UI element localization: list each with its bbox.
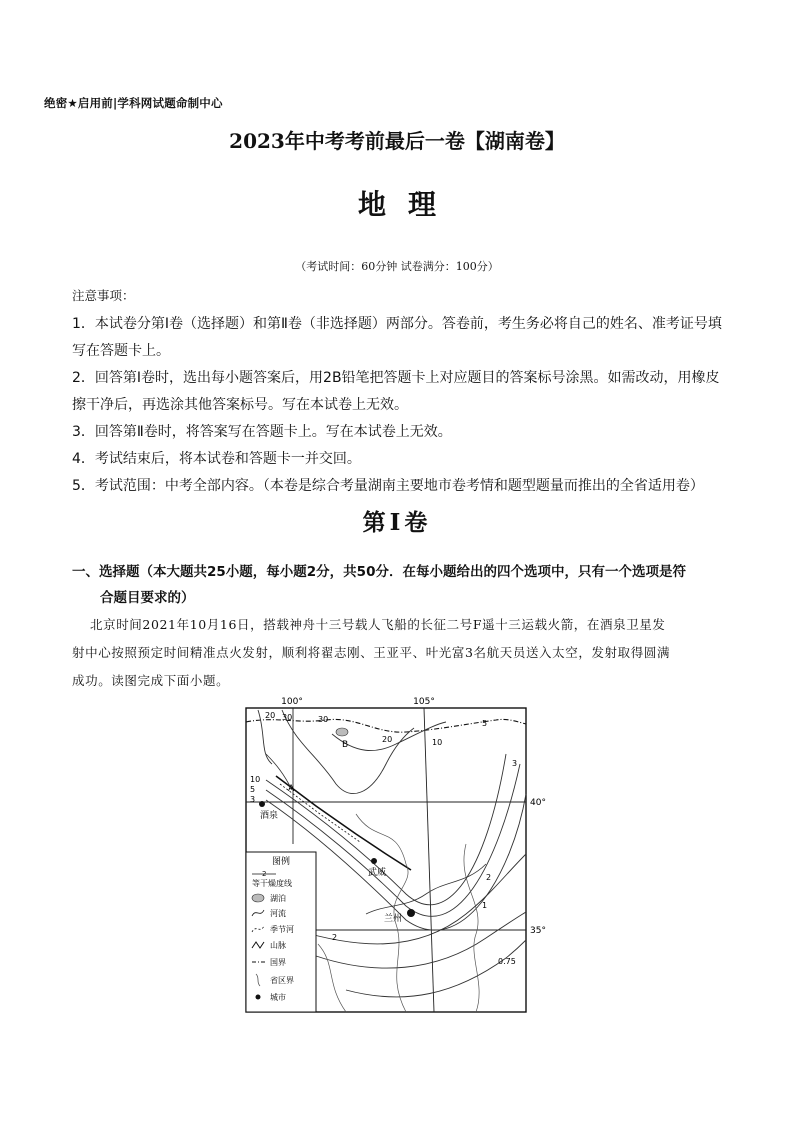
city-dot-lanzhou: [407, 909, 415, 917]
legend-item-mountain: 山脉: [270, 941, 286, 950]
lake: [336, 728, 348, 736]
lon-label-100: 100°: [281, 697, 303, 707]
city-label-wuwei: 武威: [368, 868, 387, 878]
legend-item-river: 河流: [270, 909, 286, 918]
isoline-label-2: 2: [486, 873, 492, 882]
legend-city-symbol: [256, 995, 261, 1000]
legend-item-lake: 湖泊: [270, 894, 286, 903]
section-line-2: 合题目要求的）: [100, 590, 195, 606]
city-label-jiuquan: 酒泉: [260, 811, 279, 821]
passage-line-2: 射中心按照预定时间精准点火发射，顺利将翟志刚、王亚平、叶光富3名航天员送入太空，发射取得圆满: [72, 645, 671, 660]
isoline-label-30-e: 30: [318, 715, 329, 724]
city-dot-jiuquan: [259, 801, 265, 807]
notice-item-5: 5．考试范围：中考全部内容。（本卷是综合考量湖南主要地市卷考情和题型题量而推出的全省适用卷）: [72, 478, 704, 494]
legend-item-isoline: 等干燥度线: [252, 879, 292, 888]
isoline-label-10-n: 10: [432, 738, 443, 747]
notice-heading: 注意事项：: [72, 288, 135, 303]
notice-list: [72, 311, 724, 500]
notice-item-1: 1．本试卷分第Ⅰ卷（选择题）和第Ⅱ卷（非选择题）两部分。答卷前，考生务必将自己的姓名、准考证号填写在答题卡上。: [72, 316, 722, 359]
isoline-label-2-s: 2: [332, 933, 338, 942]
isoline-label-3-n: 3: [512, 759, 518, 768]
isoline-label-0-75: 0.75: [498, 957, 516, 966]
legend-lake-symbol: [252, 894, 264, 902]
isoline-label-1: 1: [482, 901, 488, 910]
exam-time-note: （考试时间：60分钟 试卷满分：100分）: [295, 260, 499, 273]
legend-item-national-border: 国界: [270, 958, 286, 967]
notice-item-2: 2．回答第Ⅰ卷时，选出每小题答案后，用2B铅笔把答题卡上对应题目的答案标号涂黑。如需改动，用橡皮擦干净后，再选涂其他答案标号。写在本试卷上无效。: [72, 370, 720, 413]
notice-item-3: 3．回答第Ⅱ卷时，将答案写在答题卡上。写在本试卷上无效。: [72, 424, 452, 440]
aridity-map: [236, 694, 546, 1014]
lon-label-105: 105°: [413, 697, 435, 707]
passage-line-1: 北京时间2021年10月16日，搭载神舟十三号载人飞船的长征二号F遥十三运载火箭，在酒泉卫星发: [90, 617, 666, 632]
legend-item-seasonal-river: 季节河: [270, 925, 294, 934]
isoline-label-20-e: 20: [382, 735, 393, 744]
legend-title: 图例: [271, 857, 291, 867]
isoline-label-5-w: 5: [250, 785, 256, 794]
legend-item-city: 城市: [270, 993, 286, 1002]
legend-isoline-value: 2: [262, 870, 267, 878]
passage-line-3: 成功。读图完成下面小题。: [72, 673, 230, 688]
lat-label-40: 40°: [530, 798, 546, 808]
point-a: A: [288, 784, 295, 794]
lat-label-35: 35°: [530, 926, 546, 936]
notice-item-4: 4．考试结束后，将本试卷和答题卡一并交回。: [72, 451, 361, 467]
confidential-tag: 绝密★启用前|学科网试题命制中心: [44, 96, 223, 110]
exam-title: 2023年中考考前最后一卷【湖南卷】: [229, 129, 565, 153]
city-label-lanzhou: 兰州: [384, 914, 403, 924]
isoline-label-20-w: 20: [265, 711, 276, 720]
isoline-label-5-n: 5: [482, 719, 488, 728]
isoline-label-3-w: 3: [250, 795, 256, 804]
isoline-label-10-w: 10: [250, 775, 261, 784]
city-dot-wuwei: [371, 858, 377, 864]
subject-title: 地理: [357, 188, 458, 221]
isoline-label-30-w: 30: [282, 713, 293, 722]
point-b: B: [342, 740, 349, 750]
volume-title: 第Ⅰ卷: [362, 509, 432, 536]
passage: [72, 611, 724, 695]
legend-item-province-border: 省区界: [270, 976, 294, 985]
section-heading: [72, 559, 724, 611]
section-line-1: 一、选择题（本大题共25小题，每小题2分，共50分．在每小题给出的四个选项中，只有一个选项是符: [72, 564, 686, 580]
